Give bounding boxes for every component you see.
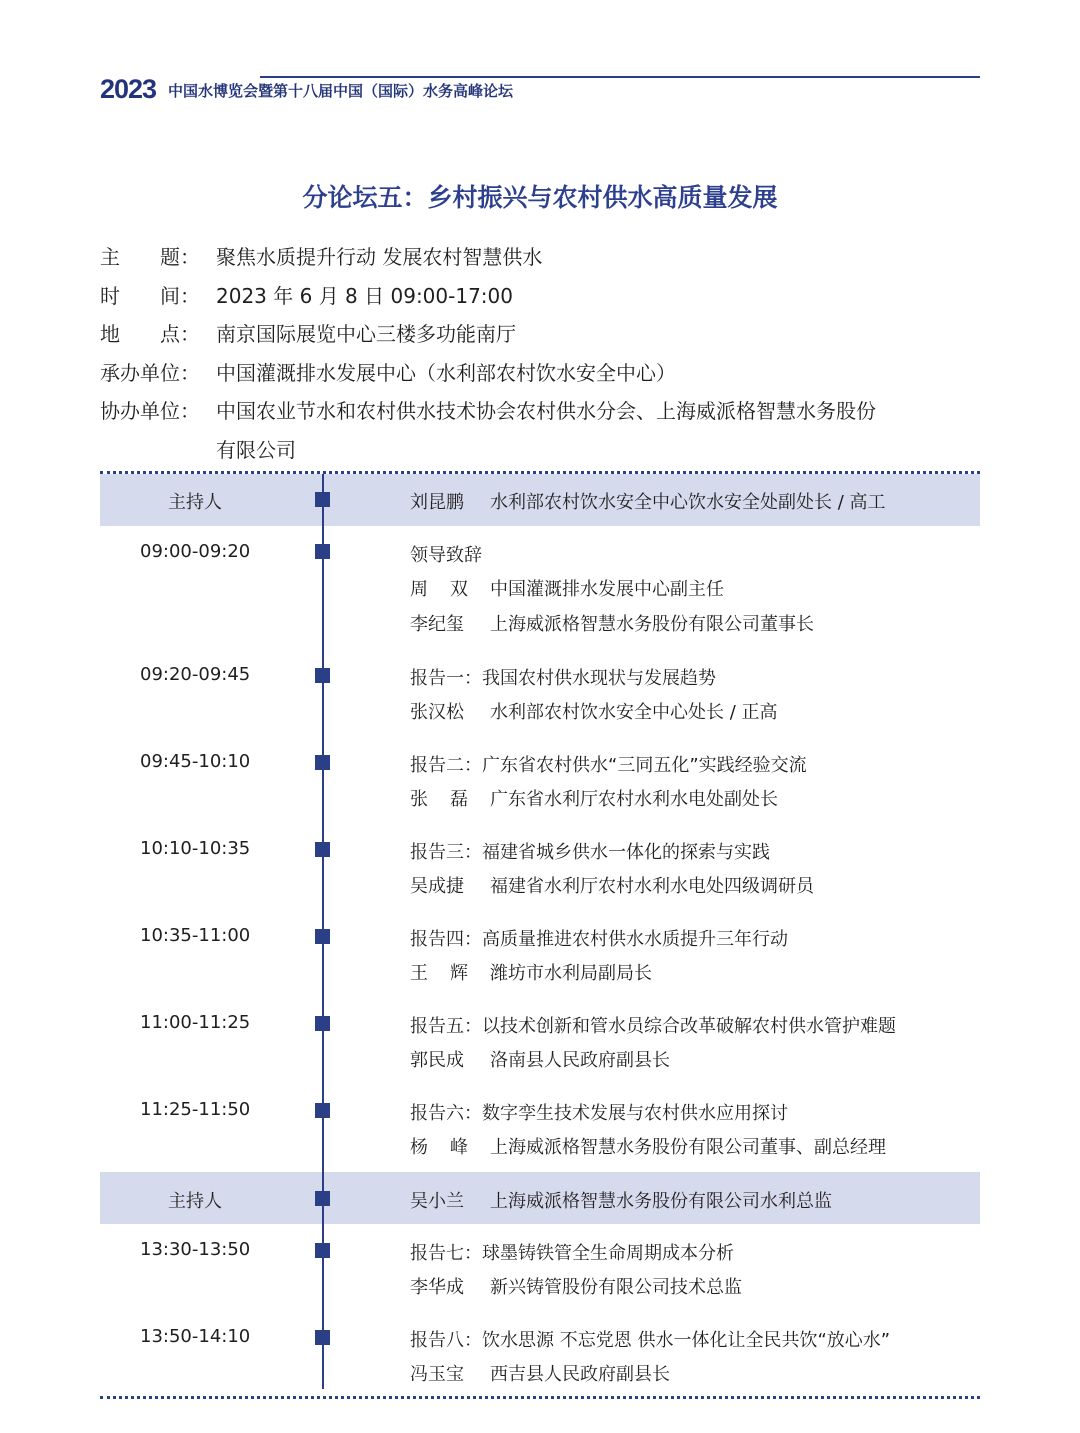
host-name: 刘昆鹏 bbox=[410, 492, 464, 513]
speaker-line bbox=[410, 698, 778, 724]
session-time: 11:00-11:25 bbox=[140, 1012, 251, 1033]
timeline-marker bbox=[315, 1103, 330, 1118]
session-title: 报告六：数字孪生技术发展与农村供水应用探讨 bbox=[410, 1103, 788, 1124]
session-title: 领导致辞 bbox=[410, 545, 482, 566]
session-title: 报告七：球墨铸铁管全生命周期成本分析 bbox=[410, 1243, 734, 1264]
speaker-name-a: 张 bbox=[410, 789, 428, 810]
header-title: 中国水博览会暨第十八届中国（国际）水务高峰论坛 bbox=[168, 82, 514, 100]
info-time bbox=[100, 277, 990, 316]
host-line bbox=[410, 488, 886, 514]
speaker-name: 李华成 bbox=[410, 1277, 464, 1298]
forum-info bbox=[100, 238, 990, 469]
speaker-role: 上海威派格智慧水务股份有限公司董事、副总经理 bbox=[490, 1137, 886, 1158]
speaker-name: 张汉松 bbox=[410, 702, 464, 723]
info-time-value: 2023 年 6 月 8 日 09:00-17:00 bbox=[216, 283, 513, 308]
session-title: 报告五：以技术创新和管水员综合改革破解农村供水管护难题 bbox=[410, 1016, 896, 1037]
speaker-name: 冯玉宝 bbox=[410, 1364, 464, 1385]
info-co-organizer-value-line1: 中国农业节水和农村供水技术协会农村供水分会、上海威派格智慧水务股份 bbox=[216, 399, 876, 423]
info-organizer-label: 承办单位： bbox=[100, 360, 200, 385]
session-time: 10:10-10:35 bbox=[140, 838, 251, 859]
session-time: 09:20-09:45 bbox=[140, 664, 251, 685]
speaker-role: 水利部农村饮水安全中心处长 / 正高 bbox=[490, 702, 778, 723]
timeline-marker bbox=[315, 492, 330, 507]
speaker-line bbox=[410, 610, 814, 636]
speaker-name: 郭民成 bbox=[410, 1050, 464, 1071]
host-role: 水利部农村饮水安全中心饮水安全处副处长 / 高工 bbox=[490, 492, 886, 513]
session-time: 09:45-10:10 bbox=[140, 751, 251, 772]
bottom-dotted-divider bbox=[100, 1396, 980, 1399]
host-line bbox=[410, 1187, 832, 1213]
info-venue-label-b: 点： bbox=[160, 322, 200, 346]
speaker-name-b: 峰 bbox=[450, 1137, 468, 1158]
info-venue-value: 南京国际展览中心三楼多功能南厅 bbox=[216, 322, 516, 346]
host-name: 吴小兰 bbox=[410, 1191, 464, 1212]
host-label: 主持人 bbox=[168, 492, 222, 513]
timeline-marker bbox=[315, 842, 330, 857]
speaker-role: 西吉县人民政府副县长 bbox=[490, 1364, 670, 1385]
speaker-role: 潍坊市水利局副局长 bbox=[490, 963, 652, 984]
timeline-marker bbox=[315, 544, 330, 559]
speaker-line bbox=[410, 785, 778, 811]
info-time-label-b: 间： bbox=[160, 283, 200, 308]
info-theme-label-b: 题： bbox=[160, 245, 200, 269]
session-title: 报告二：广东省农村供水“三同五化”实践经验交流 bbox=[410, 755, 807, 776]
info-co-organizer bbox=[100, 392, 990, 469]
speaker-role: 新兴铸管股份有限公司技术总监 bbox=[490, 1277, 742, 1298]
speaker-line bbox=[410, 1046, 670, 1072]
host-role: 上海威派格智慧水务股份有限公司水利总监 bbox=[490, 1191, 832, 1212]
speaker-role: 中国灌溉排水发展中心副主任 bbox=[490, 579, 724, 600]
info-organizer-value: 中国灌溉排水发展中心（水利部农村饮水安全中心） bbox=[216, 360, 676, 385]
speaker-name-b: 辉 bbox=[450, 963, 468, 984]
session-title: 报告一：我国农村供水现状与发展趋势 bbox=[410, 668, 716, 689]
speaker-name-b: 双 bbox=[450, 579, 468, 600]
timeline-marker bbox=[315, 668, 330, 683]
info-co-organizer-value-line2: 有限公司 bbox=[216, 437, 296, 462]
host-label: 主持人 bbox=[168, 1191, 222, 1212]
session-time: 13:50-14:10 bbox=[140, 1326, 251, 1347]
speaker-role: 福建省水利厅农村水利水电处四级调研员 bbox=[490, 876, 814, 897]
speaker-line bbox=[410, 1133, 886, 1159]
session-title: 报告三：福建省城乡供水一体化的探索与实践 bbox=[410, 842, 770, 863]
info-organizer bbox=[100, 354, 990, 393]
info-theme-value: 聚焦水质提升行动 发展农村智慧供水 bbox=[216, 245, 543, 269]
speaker-name: 吴成捷 bbox=[410, 876, 464, 897]
info-theme bbox=[100, 238, 990, 277]
speaker-line bbox=[410, 1360, 670, 1386]
speaker-role: 上海威派格智慧水务股份有限公司董事长 bbox=[490, 614, 814, 635]
page-header bbox=[100, 74, 980, 104]
session-title: 报告八：饮水思源 不忘党恩 供水一体化让全民共饮“放心水” bbox=[410, 1330, 891, 1351]
speaker-role: 广东省水利厅农村水利水电处副处长 bbox=[490, 789, 778, 810]
speaker-name-a: 王 bbox=[410, 963, 428, 984]
session-title: 报告四：高质量推进农村供水水质提升三年行动 bbox=[410, 929, 788, 950]
session-time: 09:00-09:20 bbox=[140, 541, 251, 562]
timeline-marker bbox=[315, 755, 330, 770]
speaker-name: 李纪玺 bbox=[410, 614, 464, 635]
info-time-label-a: 时 bbox=[100, 283, 120, 308]
session-time: 13:30-13:50 bbox=[140, 1239, 251, 1260]
timeline-marker bbox=[315, 1016, 330, 1031]
speaker-line bbox=[410, 1273, 742, 1299]
info-theme-label-a: 主 bbox=[100, 245, 120, 269]
schedule bbox=[100, 474, 980, 1389]
session-time: 10:35-11:00 bbox=[140, 925, 251, 946]
speaker-role: 洛南县人民政府副县长 bbox=[490, 1050, 670, 1071]
speaker-line bbox=[410, 575, 724, 601]
timeline-marker bbox=[315, 1191, 330, 1206]
speaker-name-b: 磊 bbox=[450, 789, 468, 810]
info-co-organizer-label: 协办单位： bbox=[100, 399, 200, 423]
header-rule bbox=[260, 76, 980, 78]
timeline-marker bbox=[315, 1330, 330, 1345]
speaker-name-a: 杨 bbox=[410, 1137, 428, 1158]
speaker-line bbox=[410, 959, 652, 985]
timeline-marker bbox=[315, 1243, 330, 1258]
info-venue-label-a: 地 bbox=[100, 322, 120, 346]
session-time: 11:25-11:50 bbox=[140, 1099, 251, 1120]
page-title: 分论坛五：乡村振兴与农村供水高质量发展 bbox=[302, 183, 778, 212]
speaker-line bbox=[410, 872, 814, 898]
speaker-name-a: 周 bbox=[410, 579, 428, 600]
timeline-marker bbox=[315, 929, 330, 944]
header-year: 2023 bbox=[100, 74, 157, 104]
info-venue bbox=[100, 315, 990, 354]
